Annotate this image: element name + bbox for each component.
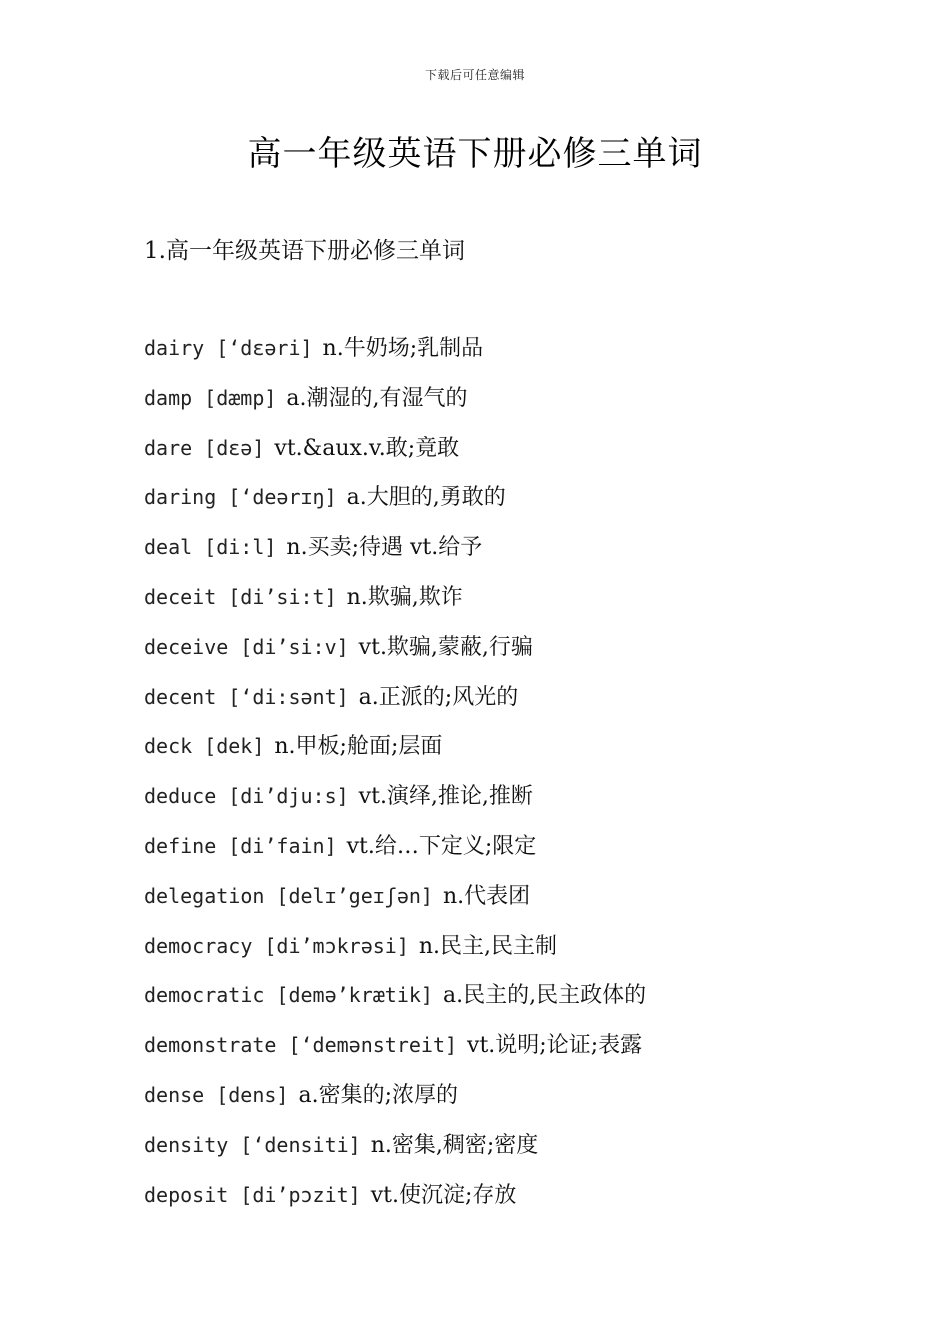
vocab-phonetic: [demə’krætik] — [276, 983, 433, 1008]
vocab-meaning: vt.给…下定义;限定 — [346, 833, 537, 859]
vocab-entry — [144, 529, 646, 579]
vocab-word: daring — [144, 485, 217, 510]
vocab-meaning: n.买卖;待遇 vt.给予 — [286, 535, 483, 561]
vocab-meaning: a.密集的;浓厚的 — [298, 1082, 458, 1108]
vocab-entry — [144, 878, 646, 928]
page-title: 高一年级英语下册必修三单词 — [247, 134, 703, 174]
vocab-entry — [144, 828, 646, 878]
vocab-phonetic: [di’mɔkrəsi] — [264, 933, 409, 958]
vocab-phonetic: [dæmp] — [204, 385, 277, 410]
vocab-phonetic: [‘di:sənt] — [228, 684, 349, 709]
vocab-entry — [144, 728, 646, 778]
vocab-meaning: n.密集,稠密;密度 — [370, 1132, 539, 1158]
vocab-meaning: vt.说明;论证;表露 — [467, 1033, 643, 1059]
vocab-word: define — [144, 833, 217, 858]
vocab-word: damp — [144, 385, 193, 410]
vocab-meaning: n.欺骗,欺诈 — [346, 584, 463, 610]
vocab-meaning: n.民主,民主制 — [418, 933, 558, 959]
vocab-phonetic: [‘densiti] — [240, 1132, 361, 1157]
vocab-word: democracy — [144, 933, 253, 958]
vocab-word: deposit — [144, 1182, 229, 1207]
vocab-word: deduce — [144, 784, 217, 809]
vocab-word: deceit — [144, 584, 217, 609]
vocab-word: democratic — [144, 983, 265, 1008]
vocab-meaning: vt.&aux.v.敢;竟敢 — [274, 435, 460, 461]
vocabulary-list — [144, 330, 646, 1226]
vocab-phonetic: [di’si:v] — [240, 634, 349, 659]
vocab-phonetic: [di:l] — [204, 535, 277, 560]
vocab-meaning: n.牛奶场;乳制品 — [322, 336, 484, 361]
vocab-word: delegation — [144, 883, 265, 908]
vocab-entry — [144, 380, 646, 430]
vocab-word: demonstrate — [144, 1033, 277, 1058]
vocab-entry — [144, 1077, 646, 1127]
vocab-phonetic: [‘deərɪŋ] — [228, 485, 337, 510]
vocab-entry — [144, 1127, 646, 1177]
vocab-phonetic: [di’fain] — [228, 833, 337, 858]
vocab-word: dairy — [144, 336, 205, 360]
vocab-meaning: vt.使沉淀;存放 — [370, 1182, 517, 1208]
vocab-entry — [144, 977, 646, 1027]
vocab-meaning: n.代表团 — [442, 883, 531, 909]
vocab-phonetic: [di’si:t] — [228, 584, 337, 609]
vocab-word: deal — [144, 535, 193, 560]
vocab-meaning: a.潮湿的,有湿气的 — [286, 385, 468, 411]
vocab-entry — [144, 430, 646, 480]
vocab-word: decent — [144, 684, 217, 709]
vocab-word: dense — [144, 1082, 205, 1107]
vocab-entry — [144, 330, 646, 380]
vocab-meaning: vt.演绎,推论,推断 — [358, 784, 533, 810]
vocab-phonetic: [di’dju:s] — [228, 784, 349, 809]
vocab-word: deck — [144, 734, 193, 759]
vocab-phonetic: [dɛə] — [204, 435, 265, 460]
vocab-entry — [144, 1027, 646, 1077]
vocab-phonetic: [di’pɔzit] — [240, 1182, 361, 1207]
vocab-entry — [144, 629, 646, 679]
vocab-meaning: a.民主的,民主政体的 — [442, 983, 647, 1009]
vocab-meaning: a.大胆的,勇敢的 — [346, 485, 506, 511]
vocab-word: deceive — [144, 634, 229, 659]
section-heading: 1.高一年级英语下册必修三单词 — [144, 238, 465, 264]
vocab-phonetic: [‘dɛəri] — [216, 336, 313, 360]
vocab-phonetic: [dek] — [204, 734, 265, 759]
vocab-word: density — [144, 1132, 229, 1157]
vocab-phonetic: [dens] — [216, 1082, 289, 1107]
vocab-phonetic: [‘demənstreit] — [288, 1033, 458, 1058]
vocab-entry — [144, 579, 646, 629]
vocab-word: dare — [144, 435, 193, 460]
vocab-entry — [144, 778, 646, 828]
vocab-entry — [144, 1177, 646, 1227]
vocab-meaning: a.正派的;风光的 — [358, 684, 519, 710]
vocab-entry — [144, 479, 646, 529]
vocab-entry — [144, 928, 646, 978]
vocab-phonetic: [delɪ’geɪʃən] — [276, 883, 433, 908]
vocab-entry — [144, 679, 646, 729]
vocab-meaning: n.甲板;舱面;层面 — [274, 734, 443, 760]
header-note: 下载后可任意编辑 — [424, 68, 525, 82]
vocab-meaning: vt.欺骗,蒙蔽,行骗 — [358, 634, 533, 660]
